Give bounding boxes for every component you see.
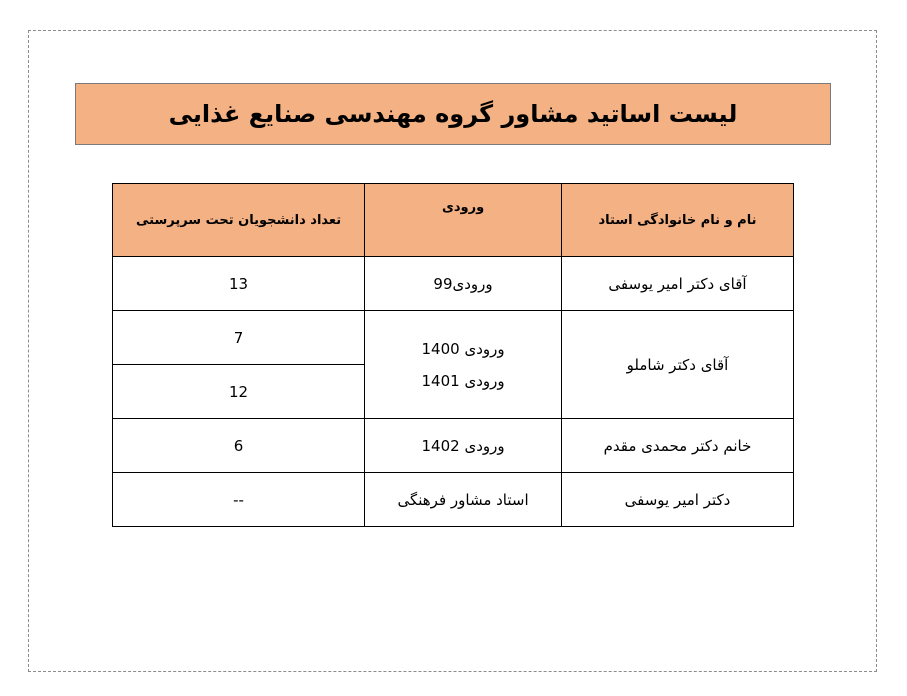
header-count: تعداد دانشجویان تحت سرپرستی: [113, 184, 365, 257]
advisor-name: خانم دکتر محمدی مقدم: [561, 419, 793, 473]
advisor-entry: ورودی 1402: [365, 419, 562, 473]
table-header-row: [113, 184, 794, 257]
page-title: لیست اساتید مشاور گروه مهندسی صنایع غذایی: [168, 100, 738, 128]
header-name: نام و نام خانوادگی استاد: [561, 184, 793, 257]
advisor-name: آقای دکتر شاملو: [561, 311, 793, 419]
table-row: [113, 257, 794, 311]
student-count: 13: [113, 257, 365, 311]
entry-line: ورودی 1400: [421, 339, 505, 358]
student-count: 6: [113, 419, 365, 473]
title-banner: [75, 83, 831, 145]
student-count: 7: [113, 311, 365, 365]
table-row: [113, 473, 794, 527]
advisor-name: آقای دکتر امیر یوسفی: [561, 257, 793, 311]
advisor-entry: [365, 311, 562, 419]
table-row: [113, 419, 794, 473]
student-count: --: [113, 473, 365, 527]
student-count: 12: [113, 365, 365, 419]
advisor-entry: استاد مشاور فرهنگی: [365, 473, 562, 527]
header-entry: ورودی: [365, 184, 562, 257]
advisor-name: دکتر امیر یوسفی: [561, 473, 793, 527]
table-row: [113, 311, 794, 365]
entry-line: ورودی 1401: [421, 371, 505, 390]
advisor-entry: ورودی99: [365, 257, 562, 311]
advisors-table: [112, 183, 794, 527]
